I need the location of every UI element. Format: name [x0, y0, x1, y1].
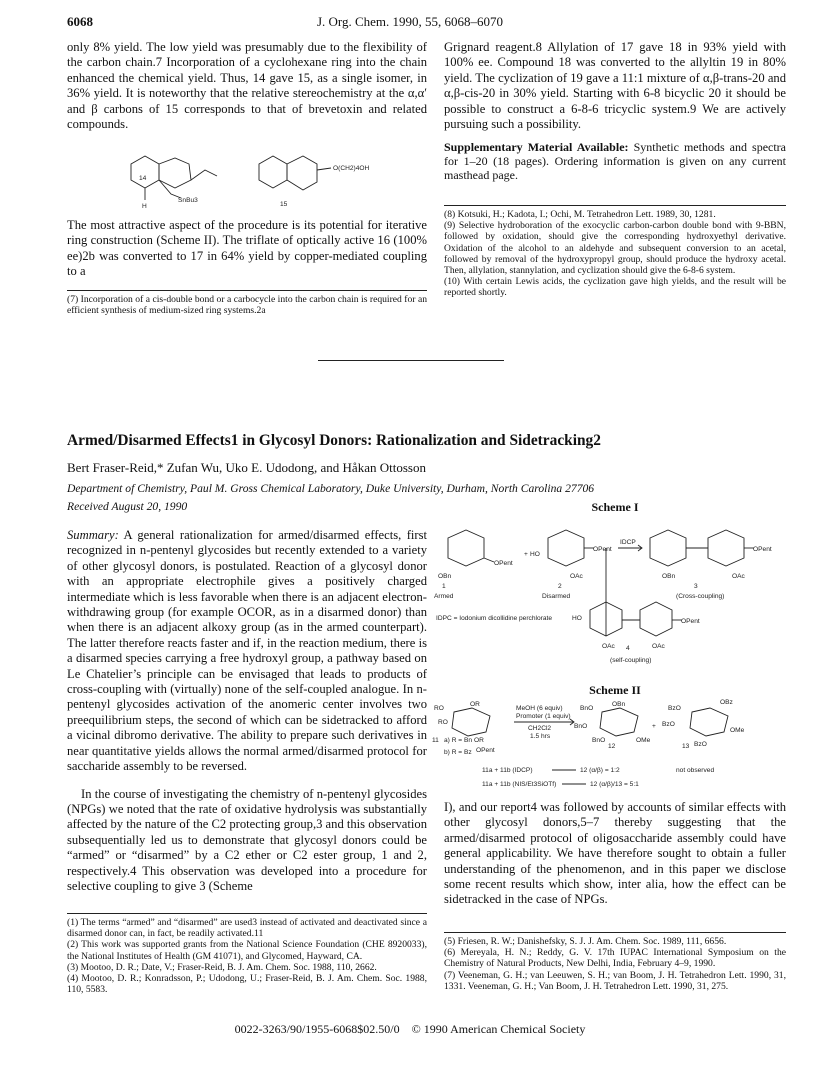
label-14: 14 — [139, 175, 147, 182]
svg-text:MeOH (6 equiv): MeOH (6 equiv) — [516, 705, 563, 712]
article-title: Armed/Disarmed Effects1 in Glycosyl Donors: Rationalization and Sidetracking2 — [67, 432, 601, 449]
paragraph: Grignard reagent.8 Allylation of 17 gave 18 in 93% yield with 100% ee. Compound 18 was converted to the allyltin 19 in 80% yield. The cyclization of 19 gave a 11:1 mixture of α,β-trans-20 and α,β-cis-20 in 30% yield. Starting with 6-8 bicyclic 20 it should be possible to construct a 6-8-6 tricyclic system.9 We are actively pursuing such a possibility. — [444, 40, 786, 132]
svg-text:not observed: not observed — [676, 767, 715, 774]
body-paragraph: I), and our report4 was followed by accounts of similar effects with other glycosyl donors,5–7 thereby suggesting that the armed/disarmed protocol of oligosaccharide assembly could have general applicability. We have therefore sought to obtain a fuller understanding of the phenomenon, and in this paper we disclose some recent results which show, inter alia, how the effect can be sidetracked in the case of NPGs. — [444, 800, 786, 907]
svg-text:OAc: OAc — [652, 643, 665, 650]
svg-text:OAc: OAc — [570, 573, 583, 580]
svg-text:BzO: BzO — [694, 741, 707, 748]
summary — [67, 528, 427, 894]
svg-text:HO: HO — [572, 615, 582, 622]
scheme-1-title: Scheme I — [591, 500, 639, 514]
label-side-chain: O(CH2)4OH — [333, 165, 370, 172]
svg-text:OPent: OPent — [681, 618, 700, 625]
svg-text:OAc: OAc — [732, 573, 745, 580]
footnote-rule — [67, 290, 427, 291]
svg-text:OAc: OAc — [602, 643, 615, 650]
svg-text:3: 3 — [694, 583, 698, 590]
footnotes-8-10: (8) Kotsuki, H.; Kadota, I.; Ochi, M. Tetrahedron Lett. 1989, 30, 1281. (9) Selective hydroboration of the exocyclic carbon-carbon double bond with 9-BBN, followed by oxidation, should give the corresponding hydroxyethyl derivative. Oxidation of the alcohol to an aldehyde and subsequent conversion to an acetal, followed by removal of the hydroxypropyl group, should produce the hydroxy acetal. Then, allylation, stannylation, and cyclization should give the 6-8-6 system. (10) With certain Lewis acids, the cyclization gave high yields, and the result will be reported shortly. — [444, 209, 786, 299]
page-number: 6068 — [67, 14, 93, 29]
svg-text:12 (α/β)/13 = 5:1: 12 (α/β)/13 = 5:1 — [590, 781, 639, 788]
svg-text:BnO: BnO — [574, 723, 588, 730]
svg-text:Promoter (1 equiv): Promoter (1 equiv) — [516, 713, 571, 720]
svg-text:2: 2 — [558, 583, 562, 590]
footnotes-1-4: (1) The terms “armed” and “disarmed” are used3 instead of activated and deactivated since a disarmed donor can, in fact, be readily activated.11 (2) This work was supported grants from the National Science Foundation (CHE 8920033), the National Institutes of Health (GM 41071), and Glycomed, Hayward, CA. (3) Mootoo, D. R.; Date, V.; Fraser-Reid, B. J. Am. Chem. Soc. 1988, 110, 2662. (4) Mootoo, D. R.; Konradsson, P.; Udodong, U.; Fraser-Reid, B. J. Am. Chem. Soc. 1988, 110, 5583. — [67, 917, 427, 996]
svg-text:BzO: BzO — [662, 721, 675, 728]
svg-text:b) R = Bz: b) R = Bz — [444, 749, 472, 756]
svg-text:OBn: OBn — [662, 573, 676, 580]
svg-text:BzO: BzO — [668, 705, 681, 712]
body-right — [444, 800, 786, 908]
svg-text:OPent: OPent — [494, 560, 513, 567]
footnote-7: (7) Incorporation of a cis-double bond or a carbocycle into the carbon chain is required for an efficient synthesis of medium-sized ring systems.2a — [67, 294, 427, 317]
top-right-text — [444, 40, 786, 182]
svg-text:+: + — [524, 551, 528, 558]
svg-text:OPent: OPent — [593, 546, 612, 553]
svg-text:OMe: OMe — [730, 727, 745, 734]
svg-text:OBn: OBn — [438, 573, 452, 580]
journal-header: J. Org. Chem. 1990, 55, 6068–6070 — [316, 14, 504, 29]
svg-text:1.5 hrs: 1.5 hrs — [530, 733, 551, 740]
supplementary: Supplementary Material Available: Synthetic methods and spectra for 1–20 (18 pages). Ordering information is given on any current masthead page. — [444, 140, 787, 183]
svg-text:(Cross-coupling): (Cross-coupling) — [676, 593, 725, 600]
paragraph: The most attractive aspect of the procedure is its potential for iterative ring construction (Scheme II). The triflate of optically active 16 (100% ee)2b was converted to 17 in 64% yield by copper-mediated coupling to a — [67, 218, 427, 279]
copyright-line: 0022-3263/90/1955-6068$02.50/0 © 1990 American Chemical Society — [234, 1022, 586, 1036]
footnote-rule — [444, 932, 786, 933]
authors: Bert Fraser-Reid,* Zufan Wu, Uko E. Udodong, and Håkan Ottosson — [67, 460, 426, 475]
top-left-text-2 — [67, 218, 427, 280]
top-left-text — [67, 40, 427, 132]
svg-text:Armed: Armed — [434, 593, 454, 600]
svg-text:a) R = Bn: a) R = Bn — [444, 737, 473, 744]
label-h: H — [142, 203, 147, 210]
svg-text:RO: RO — [434, 705, 444, 712]
svg-text:IDPC = Iodonium dicollidine pe: IDPC = Iodonium dicollidine perchlorate — [436, 615, 553, 622]
received-date: Received August 20, 1990 — [67, 500, 188, 513]
svg-text:OPent: OPent — [476, 747, 495, 754]
scheme-2-diagram — [430, 698, 790, 790]
svg-text:RO: RO — [438, 719, 448, 726]
footnote-rule — [67, 913, 427, 914]
structures-14-15 — [105, 150, 385, 212]
svg-text:11a + 11b (IDCP): 11a + 11b (IDCP) — [482, 767, 533, 774]
svg-text:OBz: OBz — [720, 699, 733, 706]
svg-text:Disarmed: Disarmed — [542, 593, 571, 600]
svg-text:OR: OR — [474, 737, 484, 744]
summary-text: A general rationalization for armed/disarmed effects, first recognized in n-pentenyl glycosides but recently extended to a variety of other glycosyl donors, is postulated. Reaction of a glycosyl donor with an appropriate electrophile gives a positively charged intermediate which is less favorable when there is an adjacent electron-withdrawing group (for example OCOR, as in a disarmed donor) than when there is an adjacent alkoxy group (as in the armed counterpart). The latter therefore reacts faster and if, in the reaction medium, there is a disarmed species carrying a free hydroxyl group, a pathway based on Le Chatelier’s principle can be envisaged that leads to products of cross-coupling with (virtually) none of the self-coupled analogue. In n-pentenyl glycosides activation of the anomeric center involves two preequilibrium steps, the second of which can be sidetracked to afford a vicinal dibromo derivative. The ability to prepare such derivatives in near quantitative yields allows the normal armed/disarmed protocol for saccharide assembly to be reversed. — [67, 528, 427, 774]
body-paragraph: In the course of investigating the chemistry of n-pentenyl glycosides (NPGs) we noted that the rate of oxidative hydrolysis was substantially affected by the nature of the C2 protecting group,3 and this observation subsequentially led us to demonstrate that glycosyl donors could be “armed” or “disarmed” by a C2 ether or C2 ester group, 1 and 2, respectively.4 This observation was developed into a procedure for selective coupling to give 3 (Scheme — [67, 786, 427, 893]
svg-text:OR: OR — [470, 701, 480, 708]
svg-text:BnO: BnO — [580, 705, 594, 712]
svg-text:OPent: OPent — [753, 546, 772, 553]
summary-label: Summary: — [67, 528, 119, 542]
svg-text:1: 1 — [442, 583, 446, 590]
svg-text:OBn: OBn — [612, 701, 626, 708]
paragraph: only 8% yield. The low yield was presumably due to the flexibility of the carbon chain.7 Incorporation of a cyclohexane ring into the chain enhanced the chemical yield. Thus, 14 gave 15, as a single isomer, in 36% yield. It is noteworthy that the relative stereochemistry at the α,α′ and β carbons of 15 corresponds to that of brevetoxin and related compounds. — [67, 40, 427, 132]
svg-text:11: 11 — [432, 737, 439, 744]
svg-text:IDCP: IDCP — [620, 539, 636, 546]
scheme-1-diagram — [430, 516, 790, 668]
svg-text:HO: HO — [530, 551, 540, 558]
svg-text:12: 12 — [608, 743, 616, 750]
label-snbu3: SnBu3 — [178, 197, 198, 204]
footnotes-5-7: (5) Friesen, R. W.; Danishefsky, S. J. J. Am. Chem. Soc. 1989, 111, 6656. (6) Mereyala, H. N.; Reddy, G. V. 17th IUPAC International Symposium on the Chemistry of Natural Products, New Delhi, India, February 4–9, 1990. (7) Veeneman, G. H.; van Leeuwen, S. H.; van Boom, J. H. Tetrahedron Lett. 1990, 31, 1331. Veeneman, G. H.; Van Boom, J. H. Tetrahedron Lett. 1990, 31, 275. — [444, 936, 786, 992]
svg-text:11a + 11b (NIS/Et3SiOTf): 11a + 11b (NIS/Et3SiOTf) — [482, 781, 557, 788]
svg-text:12 (α/β) = 1:2: 12 (α/β) = 1:2 — [580, 767, 620, 774]
svg-text:+: + — [652, 723, 656, 730]
svg-text:13: 13 — [682, 743, 690, 750]
svg-text:(self-coupling): (self-coupling) — [610, 657, 652, 664]
svg-text:BnO: BnO — [592, 737, 606, 744]
svg-text:CH2Cl2: CH2Cl2 — [528, 725, 552, 732]
footnote-rule — [444, 205, 786, 206]
affiliation: Department of Chemistry, Paul M. Gross Chemical Laboratory, Duke University, Durham, North Carolina 27706 — [67, 482, 595, 495]
scheme-2-title: Scheme II — [589, 683, 641, 697]
svg-text:4: 4 — [626, 645, 630, 652]
label-15: 15 — [280, 201, 288, 208]
article-separator — [318, 360, 504, 361]
svg-text:OMe: OMe — [636, 737, 651, 744]
